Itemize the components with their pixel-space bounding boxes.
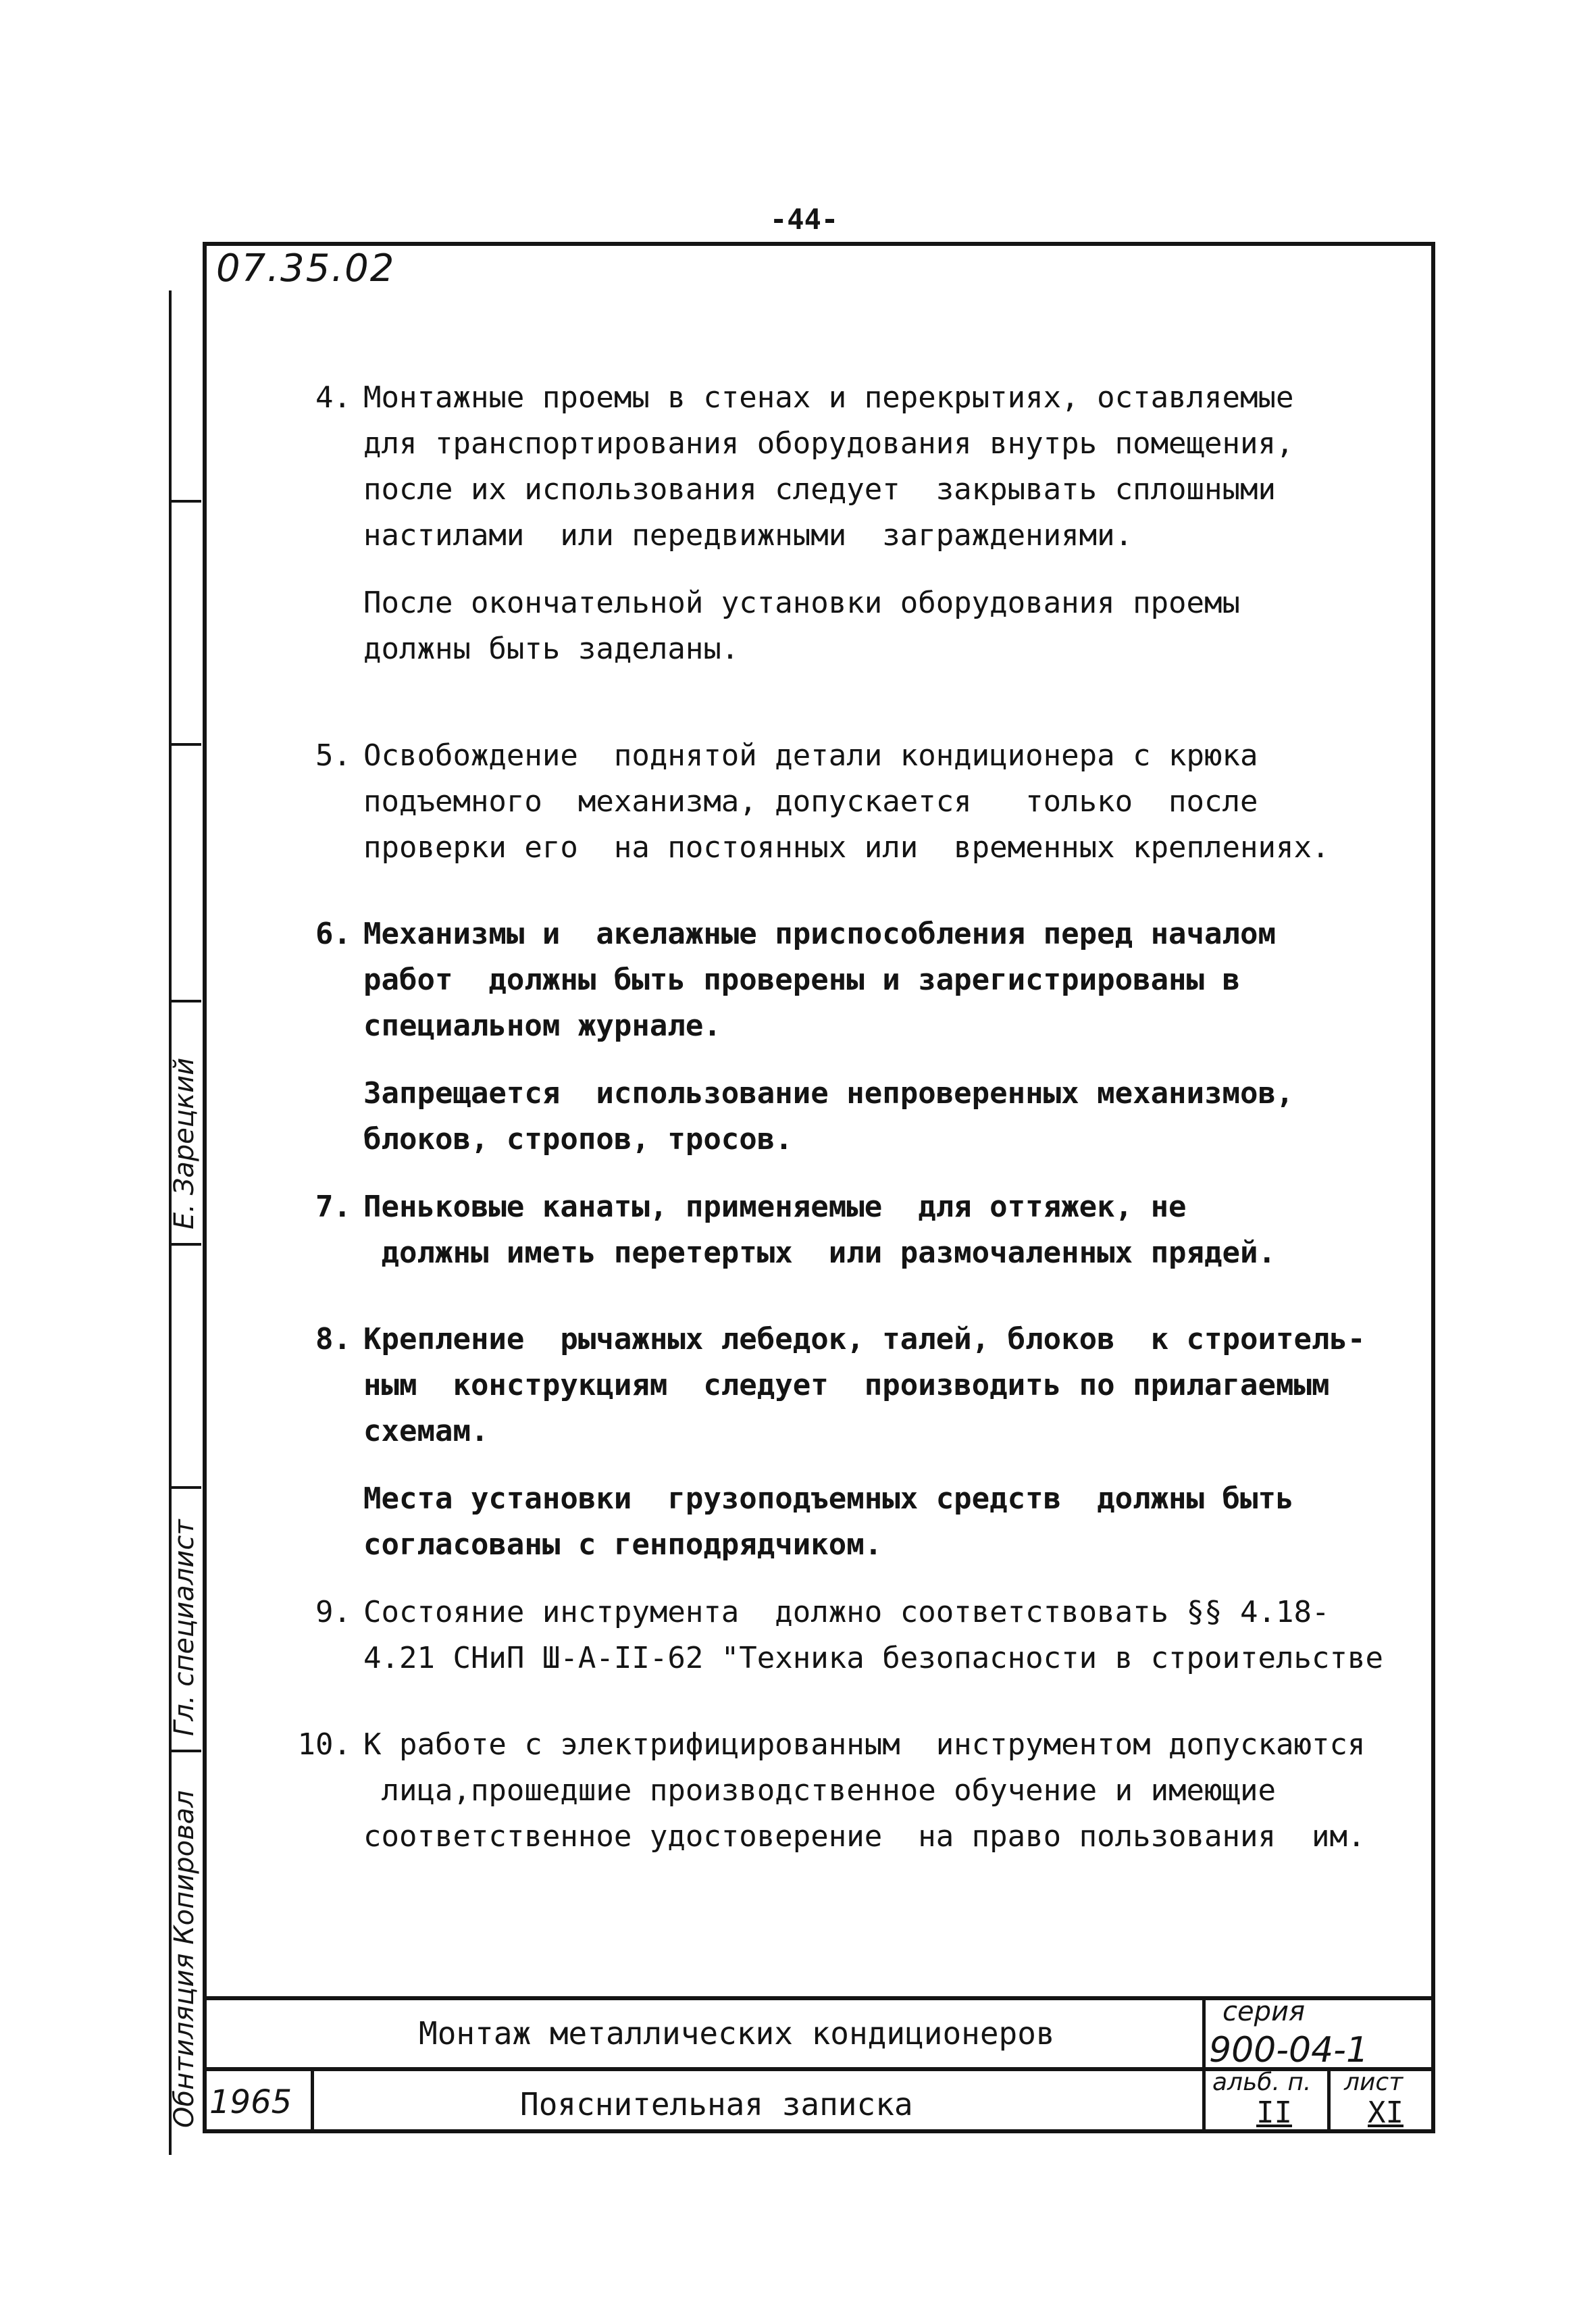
- item-text: [363, 1590, 1383, 1681]
- item-spacer: [297, 1681, 1432, 1722]
- item-line: лица,прошедшие производственное обучение и имеющие: [363, 1773, 1277, 1808]
- item-line: соответственное удостоверение на право пользования им.: [363, 1819, 1366, 1854]
- item-number: 5.: [315, 738, 351, 773]
- item-line: для транспортирования оборудования внутрь помещения,: [363, 426, 1294, 461]
- item-number: 9.: [315, 1595, 351, 1629]
- list-item: [297, 1317, 1432, 1568]
- document-body: [297, 375, 1432, 1860]
- stamp-role: Гл. специалист: [169, 1519, 200, 1736]
- item-line: подъемного механизма, допускается только после: [363, 784, 1258, 819]
- strip-divider: [169, 500, 201, 503]
- strip-divider: [169, 1486, 201, 1489]
- sheet-value: XI: [1368, 2095, 1404, 2130]
- title-block-year: 1965: [209, 2083, 292, 2121]
- item-line: должны иметь перетертых или размочаленных прядей.: [363, 1236, 1277, 1270]
- item-line: Крепление рычажных лебедок, талей, блоков к строитель-: [363, 1322, 1366, 1356]
- list-item: [297, 1722, 1432, 1860]
- item-spacer: [297, 1163, 1432, 1184]
- page-number: -44-: [770, 203, 839, 236]
- album-label: альб. п.: [1212, 2068, 1312, 2096]
- item-spacer: [297, 672, 1432, 733]
- item-line: Состояние инструмента должно соответствовать §§ 4.18-: [363, 1595, 1330, 1629]
- title-block-title: Монтаж металлических кондиционеров: [419, 2015, 1055, 2052]
- title-block-row-2: [203, 2067, 1435, 2133]
- item-line: настилами или передвижными заграждениями.: [363, 518, 1133, 553]
- list-item: [297, 733, 1432, 871]
- item-line: после их использования следует закрывать сплошными: [363, 472, 1277, 507]
- note-spacer: [363, 1049, 1294, 1071]
- title-block-subtitle: Пояснительная записка: [520, 2086, 913, 2123]
- item-text: [363, 733, 1329, 871]
- item-note-line: Запрещается использование непроверенных механизмов,: [363, 1076, 1294, 1111]
- item-text: [363, 375, 1294, 672]
- title-block-divider: [311, 2071, 314, 2133]
- note-spacer: [363, 1454, 1365, 1476]
- item-spacer: [297, 871, 1432, 911]
- strip-divider: [169, 743, 201, 746]
- title-block-divider: [1202, 2000, 1206, 2070]
- item-number: 7.: [315, 1190, 351, 1224]
- item-line: Механизмы и акелажные приспособления перед началом: [363, 917, 1277, 951]
- item-spacer: [297, 1276, 1432, 1317]
- item-text: [363, 911, 1294, 1163]
- title-block-divider: [1202, 2071, 1206, 2133]
- album-value: II: [1256, 2095, 1292, 2130]
- item-note-line: Места установки грузоподъемных средств должны быть: [363, 1481, 1294, 1516]
- item-line: Монтажные проемы в стенах и перекрытиях, оставляемые: [363, 380, 1294, 415]
- item-number: 4.: [315, 380, 351, 415]
- item-line: 4.21 СНиП Ш-А-II-62 "Техника безопасности в строительстве: [363, 1641, 1383, 1675]
- document-code: 07.35.02: [216, 247, 396, 290]
- item-line: проверки его на постоянных или временных креплениях.: [363, 830, 1330, 865]
- sheet-label: лист: [1344, 2068, 1404, 2096]
- series-value: 900-04-1: [1209, 2030, 1369, 2070]
- item-number: 10.: [297, 1727, 351, 1762]
- strip-divider: [169, 1243, 201, 1246]
- item-line: Освобождение поднятой детали кондиционера с крюка: [363, 738, 1258, 773]
- item-number: 6.: [315, 917, 351, 951]
- stamp-name: Е. Зарецкий: [169, 1057, 200, 1229]
- list-item: [297, 375, 1432, 672]
- item-text: [363, 1317, 1365, 1568]
- strip-divider: [169, 1750, 201, 1752]
- item-line: Пеньковые канаты, применяемые для оттяжек, не: [363, 1190, 1187, 1224]
- item-line: схемам.: [363, 1414, 489, 1448]
- item-line: специальном журнале.: [363, 1009, 721, 1043]
- list-item: [297, 1590, 1432, 1681]
- list-item: [297, 1184, 1432, 1276]
- item-number: 8.: [315, 1322, 351, 1356]
- strip-divider: [169, 1000, 201, 1002]
- item-note-line: После окончательной установки оборудования проемы: [363, 586, 1241, 620]
- item-text: [363, 1722, 1365, 1860]
- title-block-divider: [1327, 2071, 1331, 2133]
- item-note-line: должны быть заделаны.: [363, 632, 740, 666]
- item-note-line: блоков, стропов, тросов.: [363, 1122, 793, 1156]
- list-item: [297, 911, 1432, 1163]
- stamp-check: Обнтиляция Копировал: [169, 1790, 200, 2128]
- item-text: [363, 1184, 1276, 1276]
- item-line: ным конструкциям следует производить по прилагаемым: [363, 1368, 1330, 1402]
- note-spacer: [363, 559, 1294, 580]
- item-note-line: согласованы с генподрядчиком.: [363, 1527, 883, 1562]
- title-block-row-1: [203, 1996, 1435, 2070]
- item-spacer: [297, 1568, 1432, 1590]
- item-line: К работе с электрифицированным инструментом допускаются: [363, 1727, 1366, 1762]
- series-label: серия: [1222, 1996, 1306, 2027]
- item-line: работ должны быть проверены и зарегистрированы в: [363, 963, 1241, 997]
